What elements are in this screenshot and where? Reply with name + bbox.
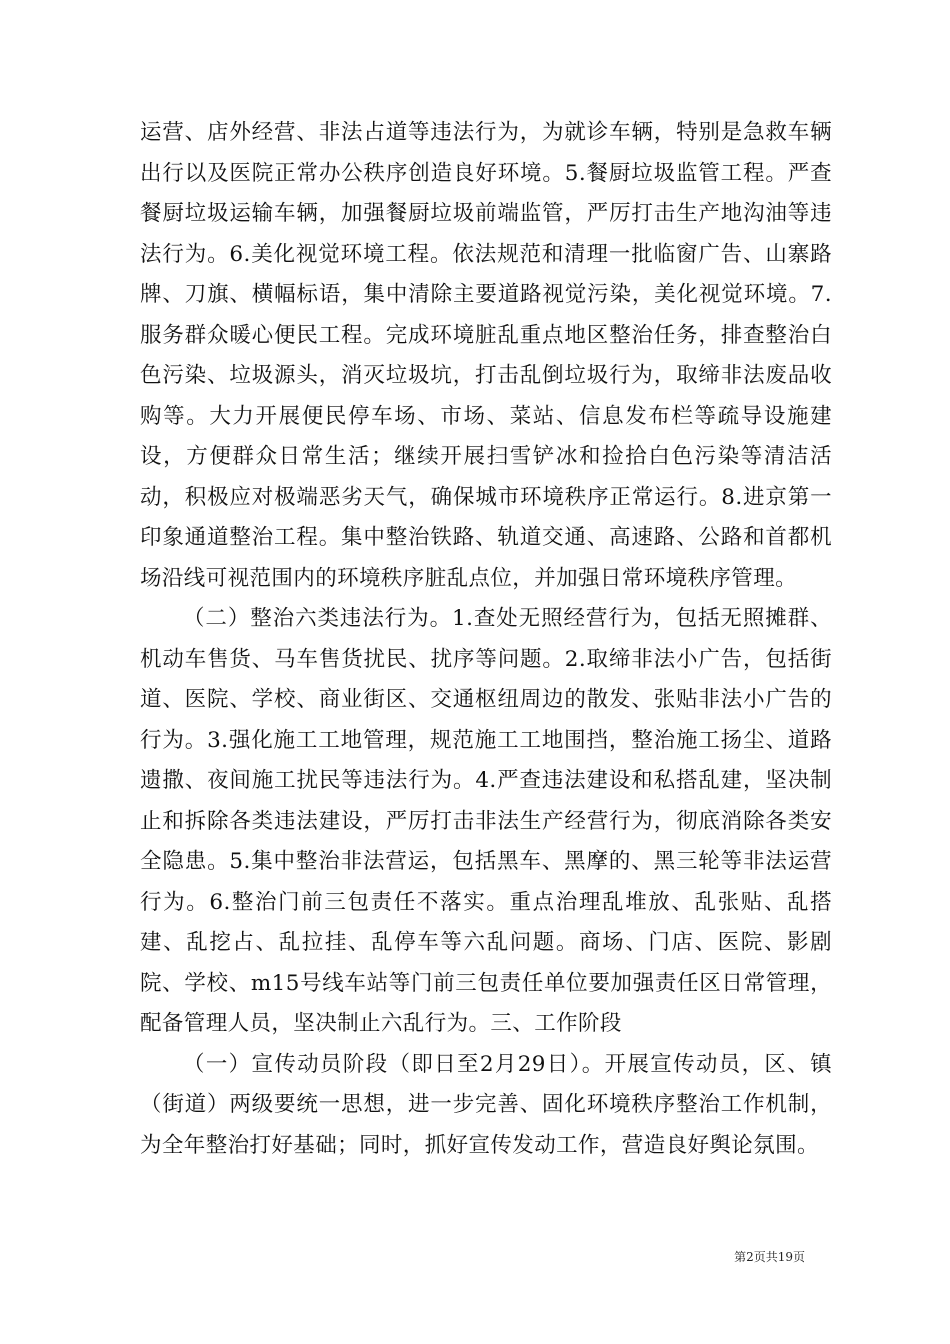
document-body bbox=[140, 113, 832, 1166]
paragraph-section-two: （二）整治六类违法行为。1.查处无照经营行为，包括无照摊群、机动车售货、马车售货扰民、扰序等问题。2.取缔非法小广告，包括街道、医院、学校、商业街区、交通枢纽周边的散发、张贴非法小广告的行为。3.强化施工工地管理，规范施工工地围挡，整治施工扬尘、道路遗撒、夜间施工扰民等违法行为。4.严查违法建设和私搭乱建，坚决制止和拆除各类违法建设，严厉打击非法生产经营行为，彻底消除各类安全隐患。5.集中整治非法营运，包括黑车、黑摩的、黑三轮等非法运营行为。6.整治门前三包责任不落实。重点治理乱堆放、乱张贴、乱搭建、乱挖占、乱拉挂、乱停车等六乱问题。商场、门店、医院、影剧院、学校、m15号线车站等门前三包责任单位要加强责任区日常管理，配备管理人员，坚决制止六乱行为。三、工作阶段 bbox=[140, 606, 832, 1036]
page-number-footer: 第2页共19页 bbox=[734, 1250, 805, 1264]
paragraph-stage-one: （一）宣传动员阶段（即日至2月29日）。开展宣传动员，区、镇（街道）两级要统一思想，进一步完善、固化环境秩序整治工作机制，为全年整治打好基础；同时，抓好宣传发动工作，营造良好舆论氛围。 bbox=[140, 1051, 832, 1158]
paragraph-continuation: 运营、店外经营、非法占道等违法行为，为就诊车辆，特别是急救车辆出行以及医院正常办公秩序创造良好环境。5.餐厨垃圾监管工程。严查餐厨垃圾运输车辆，加强餐厨垃圾前端监管，严厉打击生产地沟油等违法行为。6.美化视觉环境工程。依法规范和清理一批临窗广告、山寨路牌、刀旗、横幅标语，集中清除主要道路视觉污染，美化视觉环境。7.服务群众暖心便民工程。完成环境脏乱重点地区整治任务，排查整治白色污染、垃圾源头，消灭垃圾坑，打击乱倒垃圾行为，取缔非法废品收购等。大力开展便民停车场、市场、菜站、信息发布栏等疏导设施建设，方便群众日常生活；继续开展扫雪铲冰和捡拾白色污染等清洁活动，积极应对极端恶劣天气，确保城市环境秩序正常运行。8.进京第一印象通道整治工程。集中整治铁路、轨道交通、高速路、公路和首都机场沿线可视范围内的环境秩序脏乱点位，并加强日常环境秩序管理。 bbox=[140, 120, 832, 591]
